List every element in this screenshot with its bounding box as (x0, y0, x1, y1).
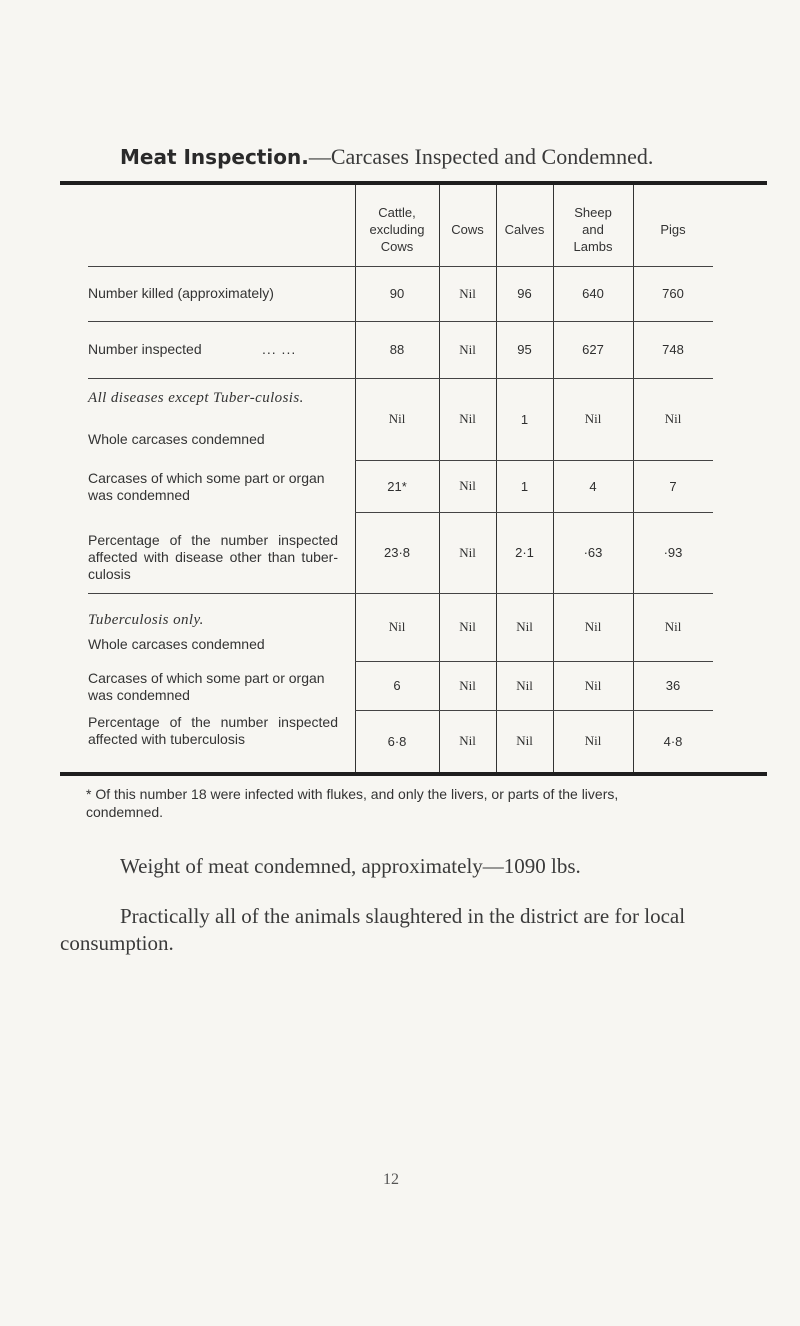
table-cell: ·63 (583, 545, 603, 560)
table-cell: 21* (387, 478, 407, 494)
table-cell: Nil (584, 411, 602, 426)
table-cell: Nil (459, 544, 476, 560)
table-cell: 4·8 (663, 733, 683, 749)
section-heading-all-diseases: All diseases except Tuber-culosis. (88, 390, 304, 406)
table-cell: Nil (459, 411, 476, 426)
table-cell: Nil (584, 733, 602, 748)
leader-dots: ... ... (262, 341, 297, 357)
table-cell: Nil (459, 341, 476, 357)
table-cell: 90 (389, 286, 405, 301)
consumption-note: Practically all of the animals slaughtered in the district are for local consumption. (60, 904, 686, 955)
col-header-sheep: Sheep and Lambs (573, 204, 613, 254)
row-label-percentage-tb: Percentage of the number inspected affected with tuberculosis (88, 714, 338, 747)
table-cell: Nil (459, 619, 476, 634)
table-cell: 7 (669, 478, 677, 494)
table-cell: 36 (665, 678, 681, 693)
weight-note: Weight of meat condemned, approximately—1090 lbs. (120, 854, 581, 878)
table-cell: 23·8 (383, 545, 411, 560)
table-cell: Nil (388, 619, 406, 634)
table-cell: Nil (459, 733, 476, 748)
row-label-part-condemned-tb: Carcases of which some part or organ was condemned (88, 670, 325, 703)
title-rest: —Carcases Inspected and Condemned. (308, 144, 654, 169)
table-cell: 627 (582, 342, 604, 357)
table-cell: 1 (520, 478, 529, 494)
table-cell: 95 (517, 342, 532, 357)
row-label-whole-carcases-tb: Whole carcases condemned (88, 636, 265, 652)
table-cell: Nil (516, 733, 533, 748)
table-cell: 4 (589, 478, 597, 494)
table-cell: Nil (584, 677, 602, 693)
section-heading-tuberculosis: Tuberculosis only. (88, 612, 204, 628)
row-label-number-killed: Number killed (approximately) (88, 285, 274, 301)
table-cell: 760 (662, 286, 684, 301)
row-label-whole-carcases: Whole carcases condemned (88, 431, 265, 447)
table-cell: Nil (459, 478, 476, 493)
table-cell: 6 (393, 678, 401, 693)
col-header-cows: Cows (451, 221, 484, 237)
table-cell: 2·1 (515, 545, 534, 560)
table-cell: ·93 (663, 545, 683, 560)
footnote: * Of this number 18 were infected with flukes, and only the livers, or parts of the livers, condemned. (86, 786, 619, 820)
page-number: 12 (383, 1171, 399, 1188)
row-label-percentage-disease: Percentage of the number inspected affected with disease other than tuber-culosis (88, 532, 338, 582)
table-cell: 640 (582, 286, 604, 301)
title-bold: Meat Inspection. (120, 145, 309, 169)
table-cell: Nil (459, 677, 476, 693)
page-title (120, 144, 653, 170)
table-cell: Nil (459, 285, 476, 301)
table-cell: 748 (662, 342, 684, 357)
table-cell: 6·8 (387, 733, 407, 749)
table-cell: 88 (389, 342, 405, 357)
table-cell: Nil (664, 411, 682, 426)
col-header-cattle: Cattle, excluding Cows (369, 204, 425, 254)
col-header-calves: Calves (504, 221, 545, 237)
table-cell: 1 (520, 411, 529, 427)
col-header-pigs: Pigs (660, 221, 686, 237)
table-cell: Nil (664, 619, 682, 634)
table-cell: 96 (517, 286, 532, 301)
row-divider (88, 266, 356, 267)
table-top-rule (60, 181, 767, 185)
table-cell: Nil (516, 619, 533, 634)
table-cell: Nil (584, 619, 602, 634)
row-label-part-condemned: Carcases of which some part or organ was condemned (88, 470, 325, 503)
table-cell: Nil (388, 411, 406, 426)
row-label-number-inspected: Number inspected (88, 341, 202, 357)
table-bottom-rule (60, 772, 767, 776)
table-cell: Nil (516, 677, 533, 693)
